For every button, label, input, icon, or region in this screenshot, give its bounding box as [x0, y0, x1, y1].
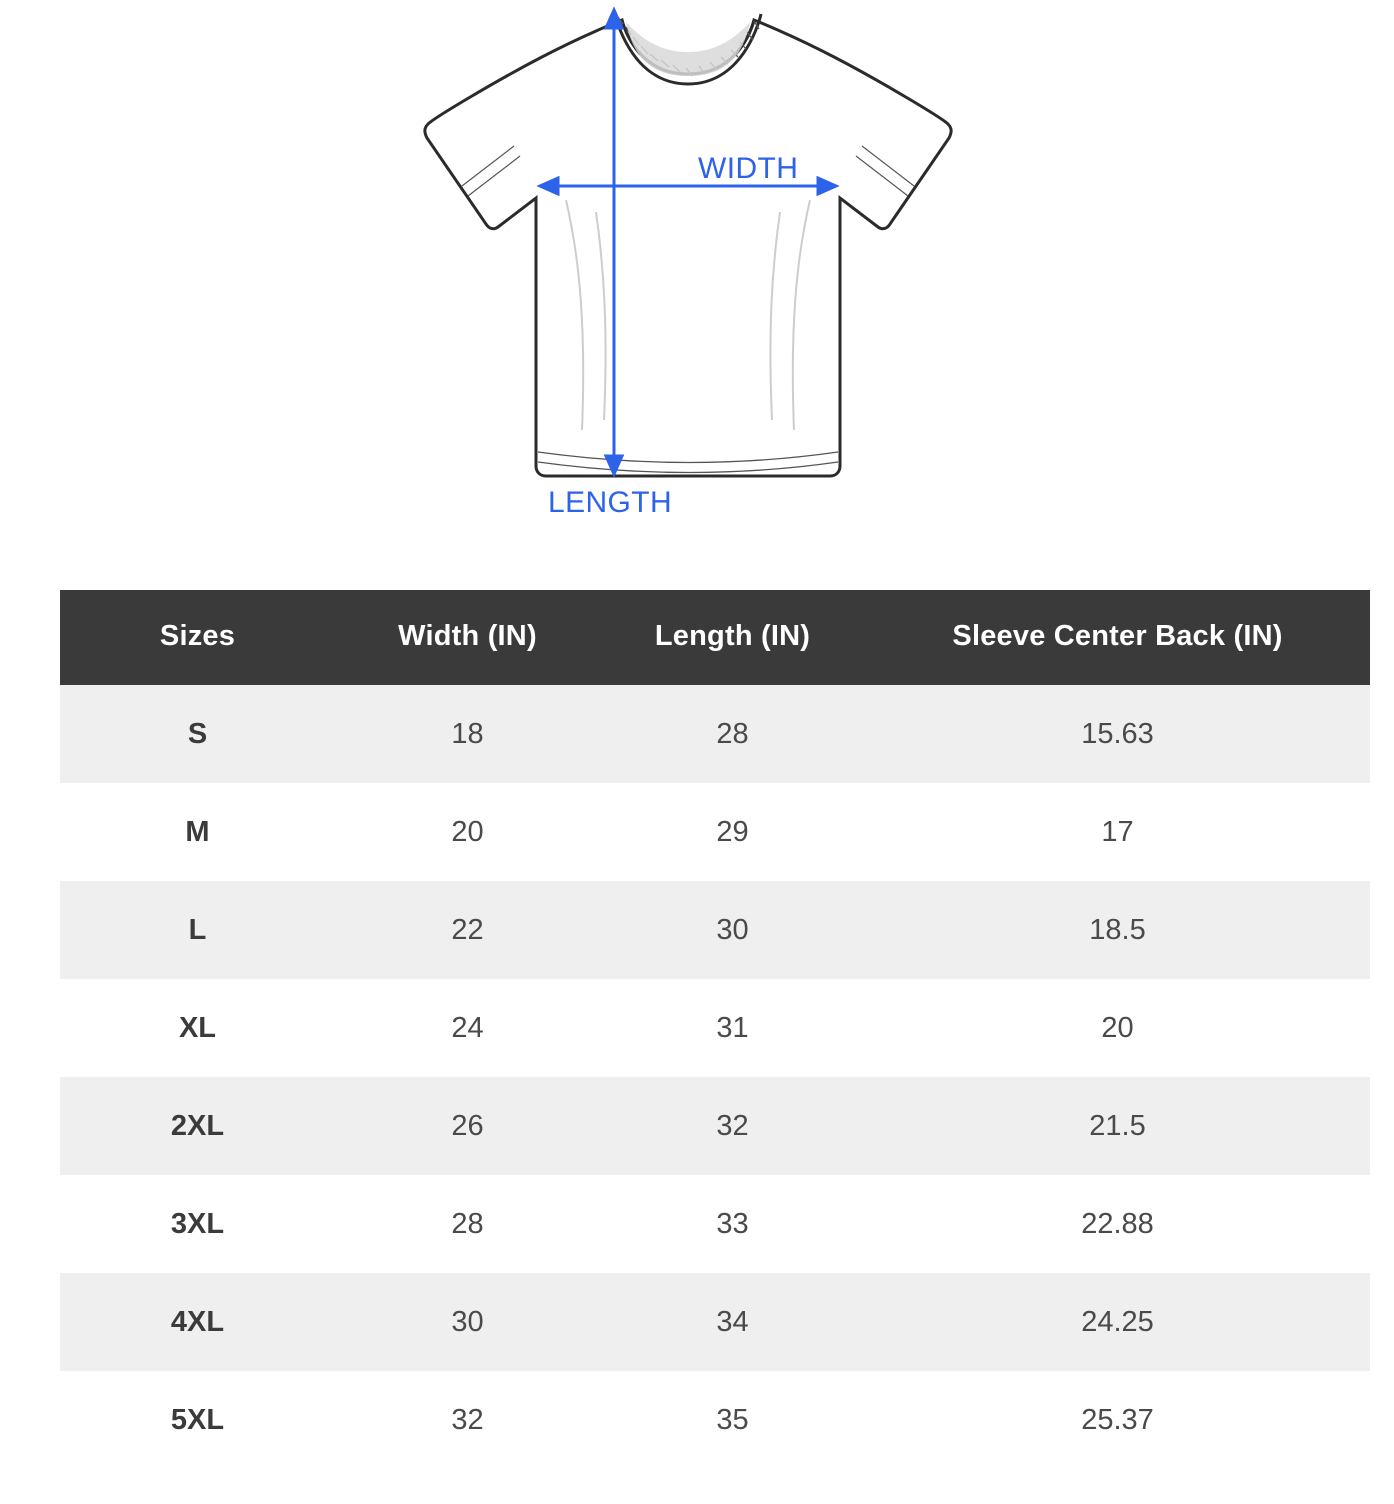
cell-size: 3XL — [60, 1175, 335, 1273]
table-row — [60, 1077, 1370, 1175]
cell-length: 32 — [600, 1077, 865, 1175]
column-header-length: Length (IN) — [600, 590, 865, 685]
table-header-row — [60, 590, 1370, 685]
length-label: LENGTH — [548, 486, 673, 519]
cell-sleeve: 24.25 — [865, 1273, 1370, 1371]
column-header-sizes: Sizes — [60, 590, 335, 685]
cell-width: 30 — [335, 1273, 600, 1371]
table-row — [60, 1175, 1370, 1273]
table-row — [60, 881, 1370, 979]
cell-sleeve: 17 — [865, 783, 1370, 881]
column-header-width: Width (IN) — [335, 590, 600, 685]
cell-size: 5XL — [60, 1371, 335, 1469]
table-row — [60, 783, 1370, 881]
cell-sleeve: 18.5 — [865, 881, 1370, 979]
table-row — [60, 1371, 1370, 1469]
cell-sleeve: 20 — [865, 979, 1370, 1077]
column-header-sleeve: Sleeve Center Back (IN) — [865, 590, 1370, 685]
cell-length: 34 — [600, 1273, 865, 1371]
size-chart-table — [60, 590, 1370, 1469]
cell-sleeve: 22.88 — [865, 1175, 1370, 1273]
cell-sleeve: 25.37 — [865, 1371, 1370, 1469]
cell-length: 35 — [600, 1371, 865, 1469]
width-label: WIDTH — [698, 152, 799, 185]
cell-sleeve: 15.63 — [865, 685, 1370, 783]
table-row — [60, 979, 1370, 1077]
cell-size: XL — [60, 979, 335, 1077]
cell-width: 18 — [335, 685, 600, 783]
cell-width: 24 — [335, 979, 600, 1077]
cell-size: S — [60, 685, 335, 783]
cell-length: 31 — [600, 979, 865, 1077]
cell-width: 26 — [335, 1077, 600, 1175]
table-row — [60, 685, 1370, 783]
cell-size: 2XL — [60, 1077, 335, 1175]
size-chart-table-container — [22, 556, 1372, 1482]
table-row — [60, 1273, 1370, 1371]
tshirt-outline-icon — [390, 0, 1010, 548]
cell-width: 20 — [335, 783, 600, 881]
cell-width: 28 — [335, 1175, 600, 1273]
cell-length: 29 — [600, 783, 865, 881]
tshirt-illustration — [0, 0, 1394, 548]
cell-width: 22 — [335, 881, 600, 979]
cell-size: M — [60, 783, 335, 881]
cell-length: 33 — [600, 1175, 865, 1273]
cell-length: 28 — [600, 685, 865, 783]
cell-length: 30 — [600, 881, 865, 979]
cell-size: L — [60, 881, 335, 979]
cell-size: 4XL — [60, 1273, 335, 1371]
cell-width: 32 — [335, 1371, 600, 1469]
cell-sleeve: 21.5 — [865, 1077, 1370, 1175]
